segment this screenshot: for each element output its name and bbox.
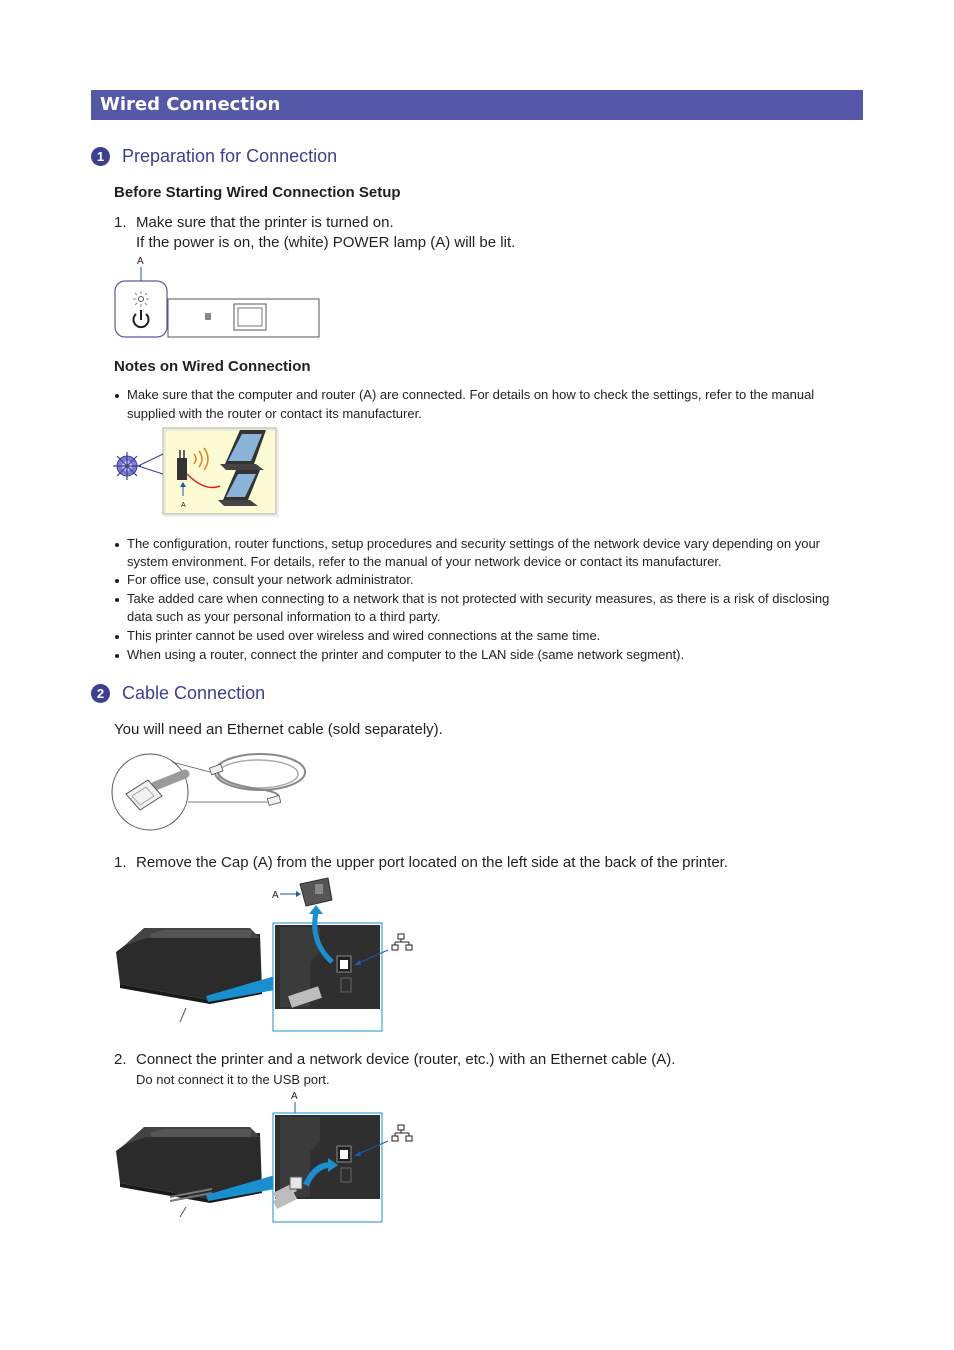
bullet-dot xyxy=(115,543,119,547)
figure-label-a: A xyxy=(137,256,144,267)
figure-label-a: A xyxy=(291,1091,298,1102)
figure-label-a: A xyxy=(181,502,186,509)
intro-text: You will need an Ethernet cable (sold separately). xyxy=(114,721,443,738)
note-item: When using a router, connect the printer and computer to the LAN side (same network segment). xyxy=(127,647,685,662)
note-text: Make sure that the computer and router (A) are connected. For details on how to check the settings, refer to the manual xyxy=(127,387,815,402)
section-title-cable: Cable Connection xyxy=(122,683,266,703)
section-number-1: 1 xyxy=(91,147,110,166)
bullet-dot xyxy=(115,654,119,658)
note-item-continued: system environment. For details, refer to the manual of your network device or contact its manufacturer. xyxy=(127,554,722,569)
note-item-continued: data such as your personal information to a third party. xyxy=(127,609,441,624)
step-number: 1. xyxy=(114,214,127,231)
note-item: For office use, consult your network administrator. xyxy=(127,572,414,587)
note-item: The configuration, router functions, setup procedures and security settings of the network device vary depending on your xyxy=(127,536,821,551)
ethernet-cable-illustration xyxy=(110,744,320,838)
bullet-dot xyxy=(115,394,119,398)
step-text: Remove the Cap (A) from the upper port located on the left side at the back of the printer. xyxy=(136,854,728,871)
section-header-bar xyxy=(91,90,863,120)
bullet-dot xyxy=(115,598,119,602)
page-title: Wired Connection xyxy=(100,94,281,115)
step-text: Make sure that the printer is turned on. xyxy=(136,214,394,231)
step-note: Do not connect it to the USB port. xyxy=(136,1072,330,1087)
bullet-dot xyxy=(115,635,119,639)
subheading-before-starting: Before Starting Wired Connection Setup xyxy=(114,184,401,201)
connect-cable-illustration xyxy=(110,1089,420,1225)
router-computers-illustration xyxy=(110,424,282,519)
section-title-preparation: Preparation for Connection xyxy=(122,146,338,166)
power-lamp-illustration xyxy=(110,254,325,342)
remove-cap-illustration xyxy=(110,872,420,1034)
bullet-dot xyxy=(115,579,119,583)
section-number-2: 2 xyxy=(91,684,110,703)
step-number: 2. xyxy=(114,1051,127,1068)
note-item: Take added care when connecting to a network that is not protected with security measures, as there is a risk of disclosing xyxy=(127,591,830,606)
subheading-notes: Notes on Wired Connection xyxy=(114,358,311,375)
step-text: Connect the printer and a network device (router, etc.) with an Ethernet cable (A). xyxy=(136,1051,676,1068)
step-number: 1. xyxy=(114,854,127,871)
step-text-detail: If the power is on, the (white) POWER lamp (A) will be lit. xyxy=(136,234,516,251)
figure-label-a: A xyxy=(272,890,279,901)
note-text-continued: supplied with the router or contact its manufacturer. xyxy=(127,406,422,421)
note-item: This printer cannot be used over wireless and wired connections at the same time. xyxy=(127,628,601,643)
